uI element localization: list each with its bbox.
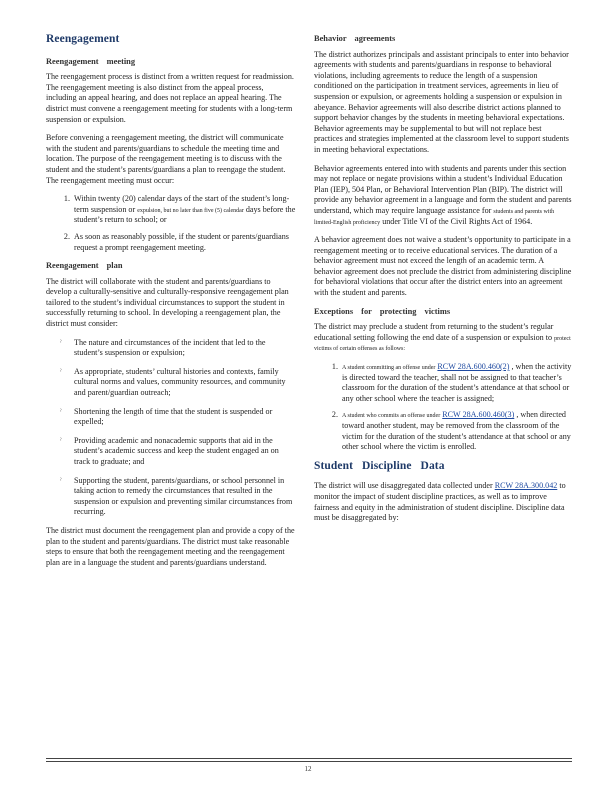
- list-item-small-text: expulsion, but no later than five (5) calendar: [137, 207, 244, 214]
- list-item-text: As appropriate, students’ cultural histories and contexts, family cultural norms and values, community resources, and community and parent/guardian outreach;: [74, 366, 286, 398]
- paragraph-text: to monitor the impact of student discipline practices, as well as to improve fairness and equity in the administration of student discipline. Discipline data must be disaggregated by:: [314, 481, 566, 523]
- paragraph-text: The district may preclude a student from returning to the student’s regular educational setting following the end date of a suspension or expulsion to: [314, 322, 554, 342]
- page-number: 12: [304, 765, 312, 773]
- numbered-list: [314, 362, 572, 453]
- numbered-list: [46, 194, 296, 253]
- list-item: [60, 476, 296, 518]
- paragraph-text: under Title VI of the Civil Rights Act of 1964.: [382, 216, 533, 226]
- list-item-text: Supporting the student, parents/guardians, or school personnel in taking action to remedy the circumstances that resulted in the suspension or expulsion and preventing similar circumstances from recurring.: [74, 475, 293, 517]
- footer-divider: [46, 761, 572, 762]
- section-heading-reengagement: Reengagement: [46, 33, 120, 45]
- paragraph: The district authorizes principals and assistant principals to enter into behavior agreements with students and parents/guardians in response to behavioral violations, including agreements to reduce the length of a suspension conditioned on the participation in treatment services, agreements in lieu of suspension or expulsion, or agreements holding a suspension or expulsion in abeyance. Behavior agreements will also describe district actions planned to support behavior changes by the students in meeting behavioral expectations. Behavior agreements may be supplemental to but will not replace best practices and strategies implemented at the classroom level to support students in meeting behavioral expectations.: [314, 49, 569, 154]
- list-item-small-text: A student who commits an offense under: [342, 413, 441, 420]
- rcw-link[interactable]: RCW 28A.300.042: [494, 481, 558, 491]
- paragraph-text: Behavior agreements entered into with students and parents under this section may not replace or negate provisions within a student’s Individual Education Plan (IEP), 504 Plan, or Behavioral Intervention Plan (BIP). The district will provide any behavior agreement in a language and form the student and parents understand, which may require language assistance for: [314, 163, 572, 215]
- paragraph: A behavior agreement does not waive a student’s opportunity to participate in a reengagement meeting or to receive educational services. The duration of a behavior agreement must not exceed the length of an academic term. A behavior agreement does not preclude the district from administering discipline for behavioral violations that occur after the district enters into an agreement with the student and parents.: [314, 235, 572, 298]
- bullet-icon: ˀ: [60, 437, 62, 444]
- list-item: [60, 407, 296, 428]
- section-heading-student-discipline-data: Student Discipline Data: [314, 459, 445, 472]
- paragraph: The reengagement process is distinct from a written request for readmission. The reengagement meeting is also distinct from the appeal process, including an appeal hearing, and does not replace an appeal hearing. The district must convene a reengagement meeting for students with a long-term suspension or expulsion.: [46, 72, 294, 124]
- list-item: [72, 194, 296, 226]
- subheading-exceptions: Exceptions for protecting victims: [314, 306, 451, 316]
- paragraph: [314, 481, 572, 523]
- bullet-icon: ˀ: [60, 477, 62, 484]
- subheading-behavior-agreements: Behavior agreements: [314, 34, 396, 43]
- right-column: [314, 34, 572, 532]
- list-item-text: days before the student’s return to school; or: [74, 204, 296, 225]
- left-column: [46, 34, 296, 576]
- paragraph: [314, 322, 572, 354]
- rcw-link[interactable]: RCW 28A.600.460(3): [442, 410, 515, 420]
- subheading-reengagement-meeting: Reengagement meeting: [46, 56, 136, 66]
- paragraph-small-text: protect victims of certain offenses as follows:: [314, 335, 571, 353]
- list-item: 2. As soon as reasonably possible, if the student or parents/guardians request a prompt reengagement meeting.: [72, 232, 296, 253]
- list-item-text: Providing academic and nonacademic supports that aid in the student’s academic success and keep the student engaged an on track to graduate; and: [74, 435, 279, 466]
- paragraph: [314, 164, 572, 228]
- paragraph-text: The district will use disaggregated data collected under: [314, 481, 493, 491]
- paragraph-small-text: students and parents with limited-English proficiency: [314, 208, 555, 226]
- paragraph: The district will collaborate with the student and parents/guardians to develop a culturally-sensitive and culturally-responsive reengagement plan tailored to the student’s individual circumstances to support the student in successfully returning to school. In developing a reengagement plan, the district must consider:: [46, 276, 289, 329]
- paragraph: Before convening a reengagement meeting, the district will communicate with the student and parents/guardians to schedule the meeting time and location. The purpose of the reengagement meeting is to discuss with the student and the student’s parents/guardians a plan to reengage the student. The reengagement meeting must occur:: [46, 133, 286, 185]
- bullet-icon: ˀ: [60, 368, 62, 375]
- paragraph: The district must document the reengagement plan and provide a copy of the plan to the student and parents/guardians. The district must take reasonable steps to ensure that both the reengagement meeting and the reengagement plan are in a language the student and parents/guardians understand.: [46, 525, 295, 567]
- bullet-icon: ˀ: [60, 339, 62, 346]
- list-item: [60, 338, 296, 359]
- list-item: [60, 436, 296, 468]
- footer-divider: [46, 758, 572, 759]
- list-item-text: The nature and circumstances of the incident that led to the student’s suspension or expulsion;: [74, 337, 266, 358]
- bullet-list: [46, 338, 296, 518]
- list-item-text: , when directed toward another student, may be removed from the classroom of the victim for the duration of the student’s attendance at that school or any other school where the victim is enrolled.: [342, 410, 571, 452]
- list-item-text: Shortening the length of time that the student is suspended or expelled;: [74, 406, 273, 427]
- list-item-small-text: A student committing an offense under: [342, 365, 436, 372]
- list-item: [340, 410, 572, 452]
- bullet-icon: ˀ: [60, 408, 62, 415]
- subheading-reengagement-plan: Reengagement plan: [46, 261, 123, 271]
- list-item-text: , when the activity is directed toward the teacher, shall not be assigned to that teacher’s classroom for the duration of the student’s attendance at that school or any other school where the teacher is assigned;: [342, 362, 572, 403]
- list-item: [340, 362, 572, 404]
- list-item-text: Within twenty (20) calendar days of the start of the student’s long-term suspension or: [74, 194, 290, 214]
- rcw-link[interactable]: RCW 28A.600.460(2): [437, 362, 510, 372]
- list-item: [60, 367, 296, 399]
